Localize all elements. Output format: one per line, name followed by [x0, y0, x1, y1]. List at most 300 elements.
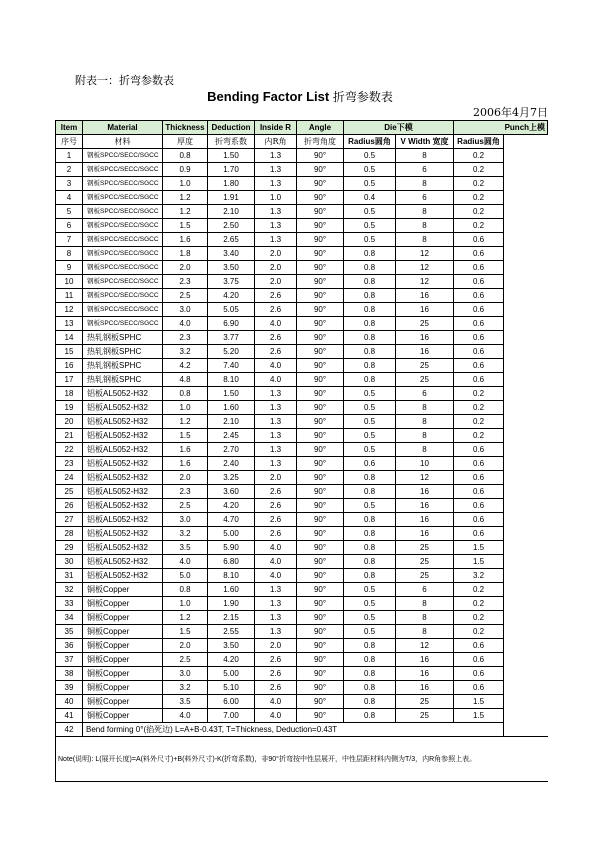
cell-die-radius: 0.8 [344, 541, 396, 555]
cell-deduction: 2.10 [208, 205, 255, 219]
cell-inside-r: 1.3 [255, 219, 297, 233]
cell-die-vwidth: 8 [396, 233, 454, 247]
cell-thickness: 0.8 [163, 583, 208, 597]
cell-punch-radius: 0.6 [454, 457, 504, 471]
cell-angle: 90° [297, 485, 344, 499]
cell-material: 铝板AL5052-H32 [83, 541, 163, 555]
cell-material: 钢板SPCC/SECC/SGCC [83, 205, 163, 219]
cell-material: 铝板AL5052-H32 [83, 415, 163, 429]
cell-empty [504, 219, 548, 233]
cell-die-radius: 0.5 [344, 611, 396, 625]
cell-deduction: 2.45 [208, 429, 255, 443]
cell-die-vwidth: 8 [396, 177, 454, 191]
cell-angle: 90° [297, 457, 344, 471]
cell-thickness: 0.9 [163, 163, 208, 177]
cell-material: 铝板AL5052-H32 [83, 569, 163, 583]
cell-thickness: 1.5 [163, 429, 208, 443]
cell-empty [504, 401, 548, 415]
header-row-en [56, 121, 548, 135]
cell-die-vwidth: 8 [396, 205, 454, 219]
cell-angle: 90° [297, 303, 344, 317]
cell-inside-r: 1.3 [255, 597, 297, 611]
cell-thickness: 2.3 [163, 331, 208, 345]
cell-deduction: 7.40 [208, 359, 255, 373]
cell-punch-radius: 0.6 [454, 247, 504, 261]
cell-material: 铜板Copper [83, 653, 163, 667]
header-deduction-cn: 折弯系数 [208, 135, 255, 149]
cell-deduction: 1.50 [208, 149, 255, 163]
cell-die-vwidth: 8 [396, 149, 454, 163]
cell-die-vwidth: 8 [396, 625, 454, 639]
cell-inside-r: 1.3 [255, 233, 297, 247]
cell-die-vwidth: 8 [396, 415, 454, 429]
cell-item: 11 [56, 289, 83, 303]
cell-item: 21 [56, 429, 83, 443]
table-row [56, 471, 548, 485]
cell-empty [504, 625, 548, 639]
cell-angle: 90° [297, 275, 344, 289]
cell-material: 铜板Copper [83, 695, 163, 709]
cell-die-vwidth: 10 [396, 457, 454, 471]
cell-angle: 90° [297, 415, 344, 429]
cell-die-radius: 0.8 [344, 485, 396, 499]
cell-empty [504, 555, 548, 569]
cell-angle: 90° [297, 401, 344, 415]
cell-item: 41 [56, 709, 83, 723]
cell-material: 钢板SPCC/SECC/SGCC [83, 233, 163, 247]
cell-thickness: 2.5 [163, 653, 208, 667]
cell-empty [504, 681, 548, 695]
table-row [56, 555, 548, 569]
table-row [56, 429, 548, 443]
cell-die-vwidth: 6 [396, 191, 454, 205]
header-angle: Angle [297, 121, 344, 135]
cell-angle: 90° [297, 667, 344, 681]
date-label: 2006年4月7日 [473, 106, 548, 119]
table-row [56, 247, 548, 261]
table-row [56, 485, 548, 499]
cell-die-radius: 0.8 [344, 667, 396, 681]
cell-die-vwidth: 6 [396, 163, 454, 177]
cell-punch-radius: 0.6 [454, 485, 504, 499]
cell-thickness: 1.2 [163, 191, 208, 205]
table-row [56, 317, 548, 331]
table-row [56, 457, 548, 471]
bend-forming-note: Bend forming 0°(掐死边) L=A+B-0.43T, T=Thickness, Deduction=0.43T [83, 723, 504, 737]
cell-empty [504, 709, 548, 723]
table-row [56, 163, 548, 177]
cell-thickness: 4.8 [163, 373, 208, 387]
cell-thickness: 1.5 [163, 625, 208, 639]
cell-material: 铜板Copper [83, 611, 163, 625]
cell-item: 8 [56, 247, 83, 261]
cell-angle: 90° [297, 625, 344, 639]
cell-item: 37 [56, 653, 83, 667]
cell-die-vwidth: 16 [396, 527, 454, 541]
cell-inside-r: 1.3 [255, 415, 297, 429]
cell-item: 29 [56, 541, 83, 555]
cell-material: 热轧钢板SPHC [83, 331, 163, 345]
cell-deduction: 2.70 [208, 443, 255, 457]
table-row [56, 345, 548, 359]
cell-punch-radius: 0.6 [454, 317, 504, 331]
cell-angle: 90° [297, 499, 344, 513]
cell-thickness: 1.6 [163, 443, 208, 457]
cell-item: 24 [56, 471, 83, 485]
cell-item: 25 [56, 485, 83, 499]
cell-die-vwidth: 8 [396, 429, 454, 443]
cell-material: 铝板AL5052-H32 [83, 443, 163, 457]
cell-die-radius: 0.8 [344, 373, 396, 387]
cell-die-radius: 0.8 [344, 527, 396, 541]
cell-empty [504, 569, 548, 583]
cell-deduction: 3.40 [208, 247, 255, 261]
cell-die-radius: 0.5 [344, 429, 396, 443]
cell-die-vwidth: 12 [396, 639, 454, 653]
cell-angle: 90° [297, 387, 344, 401]
cell-die-radius: 0.5 [344, 233, 396, 247]
cell-inside-r: 1.3 [255, 457, 297, 471]
cell-empty [504, 149, 548, 163]
cell-deduction: 3.50 [208, 639, 255, 653]
cell-die-radius: 0.8 [344, 681, 396, 695]
cell-die-radius: 0.5 [344, 499, 396, 513]
cell-punch-radius: 0.2 [454, 219, 504, 233]
cell-deduction: 1.80 [208, 177, 255, 191]
cell-deduction: 4.20 [208, 653, 255, 667]
cell-material: 钢板SPCC/SECC/SGCC [83, 261, 163, 275]
cell-die-radius: 0.8 [344, 513, 396, 527]
cell-inside-r: 2.6 [255, 513, 297, 527]
cell-deduction: 5.20 [208, 345, 255, 359]
cell-inside-r: 2.0 [255, 639, 297, 653]
cell-inside-r: 2.0 [255, 261, 297, 275]
table-row [56, 275, 548, 289]
cell-die-radius: 0.8 [344, 359, 396, 373]
cell-item: 36 [56, 639, 83, 653]
cell-material: 铜板Copper [83, 597, 163, 611]
cell-thickness: 1.2 [163, 415, 208, 429]
cell-die-radius: 0.8 [344, 261, 396, 275]
cell-material: 钢板SPCC/SECC/SGCC [83, 219, 163, 233]
cell-die-radius: 0.8 [344, 289, 396, 303]
cell-punch-radius: 0.2 [454, 611, 504, 625]
cell-die-vwidth: 6 [396, 583, 454, 597]
cell-material: 铝板AL5052-H32 [83, 555, 163, 569]
cell-punch-radius: 0.2 [454, 625, 504, 639]
cell-material: 铝板AL5052-H32 [83, 401, 163, 415]
cell-punch-radius: 0.2 [454, 205, 504, 219]
cell-punch-radius: 3.2 [454, 569, 504, 583]
header-die-vwidth: V Width 宽度 [396, 135, 454, 149]
cell-inside-r: 2.6 [255, 485, 297, 499]
cell-die-radius: 0.5 [344, 443, 396, 457]
cell-die-radius: 0.4 [344, 191, 396, 205]
cell-deduction: 1.60 [208, 401, 255, 415]
cell-angle: 90° [297, 681, 344, 695]
cell-die-radius: 0.8 [344, 569, 396, 583]
cell-angle: 90° [297, 597, 344, 611]
cell-punch-radius: 0.6 [454, 667, 504, 681]
cell-angle: 90° [297, 695, 344, 709]
cell-inside-r: 1.3 [255, 625, 297, 639]
cell-thickness: 1.8 [163, 247, 208, 261]
table-row [56, 625, 548, 639]
cell-inside-r: 2.0 [255, 247, 297, 261]
cell-punch-radius: 0.6 [454, 471, 504, 485]
cell-item: 16 [56, 359, 83, 373]
cell-empty [504, 443, 548, 457]
cell-inside-r: 2.6 [255, 681, 297, 695]
cell-item: 9 [56, 261, 83, 275]
cell-angle: 90° [297, 653, 344, 667]
table-row [56, 219, 548, 233]
cell-angle: 90° [297, 443, 344, 457]
table-row [56, 639, 548, 653]
cell-inside-r: 1.3 [255, 443, 297, 457]
cell-empty [504, 639, 548, 653]
cell-die-radius: 0.6 [344, 457, 396, 471]
cell-die-radius: 0.8 [344, 555, 396, 569]
cell-thickness: 2.3 [163, 485, 208, 499]
cell-empty [504, 611, 548, 625]
cell-deduction: 2.15 [208, 611, 255, 625]
cell-punch-radius: 0.6 [454, 289, 504, 303]
cell-item: 7 [56, 233, 83, 247]
cell-deduction: 6.00 [208, 695, 255, 709]
table-row [56, 597, 548, 611]
cell-deduction: 4.20 [208, 289, 255, 303]
cell-punch-radius: 0.6 [454, 443, 504, 457]
cell-angle: 90° [297, 373, 344, 387]
cell-item: 38 [56, 667, 83, 681]
cell-die-radius: 0.8 [344, 653, 396, 667]
cell-deduction: 2.50 [208, 219, 255, 233]
cell-empty [504, 289, 548, 303]
cell-inside-r: 2.6 [255, 527, 297, 541]
cell-item: 4 [56, 191, 83, 205]
cell-punch-radius: 0.2 [454, 191, 504, 205]
table-row [56, 191, 548, 205]
cell-angle: 90° [297, 611, 344, 625]
cell-die-vwidth: 25 [396, 569, 454, 583]
table-row [56, 177, 548, 191]
cell-deduction: 5.10 [208, 681, 255, 695]
cell-punch-radius: 0.2 [454, 163, 504, 177]
cell-empty [504, 597, 548, 611]
cell-empty [504, 653, 548, 667]
cell-thickness: 2.5 [163, 289, 208, 303]
table-row [56, 569, 548, 583]
cell-angle: 90° [297, 639, 344, 653]
cell-empty [504, 485, 548, 499]
cell-material: 铝板AL5052-H32 [83, 457, 163, 471]
cell-angle: 90° [297, 219, 344, 233]
cell-angle: 90° [297, 247, 344, 261]
cell-inside-r: 1.3 [255, 177, 297, 191]
cell-deduction: 4.20 [208, 499, 255, 513]
cell-item: 6 [56, 219, 83, 233]
cell-thickness: 3.0 [163, 513, 208, 527]
cell-empty [504, 527, 548, 541]
cell-die-vwidth: 12 [396, 247, 454, 261]
cell-punch-radius: 0.6 [454, 639, 504, 653]
cell-deduction: 5.90 [208, 541, 255, 555]
header-die: Die下模 [344, 121, 454, 135]
cell-empty [504, 583, 548, 597]
cell-deduction: 3.75 [208, 275, 255, 289]
cell-die-vwidth: 8 [396, 219, 454, 233]
cell-die-radius: 0.5 [344, 219, 396, 233]
table-row [56, 681, 548, 695]
cell-punch-radius: 0.2 [454, 177, 504, 191]
cell-inside-r: 4.0 [255, 317, 297, 331]
cell-inside-r: 2.0 [255, 275, 297, 289]
cell-item: 15 [56, 345, 83, 359]
cell-material: 铜板Copper [83, 709, 163, 723]
cell-material: 铝板AL5052-H32 [83, 387, 163, 401]
cell-deduction: 1.70 [208, 163, 255, 177]
cell-thickness: 0.8 [163, 149, 208, 163]
cell-item: 12 [56, 303, 83, 317]
cell-angle: 90° [297, 163, 344, 177]
cell-thickness: 3.2 [163, 527, 208, 541]
annex-label: 附表一：折弯参数表 [75, 74, 174, 87]
cell-material: 热轧钢板SPHC [83, 359, 163, 373]
cell-angle: 90° [297, 527, 344, 541]
cell-material: 铜板Copper [83, 639, 163, 653]
cell-deduction: 1.91 [208, 191, 255, 205]
cell-punch-radius: 0.6 [454, 331, 504, 345]
footnote: Note(说明): L(展开长度)=A(料外尺寸)+B(料外尺寸)-K(折弯系数)，非90°折弯按中性层展开，中性层距材料内侧为T/3，内R角参照上表。 [56, 737, 548, 782]
table-row [56, 527, 548, 541]
cell-deduction: 1.90 [208, 597, 255, 611]
cell-die-radius: 0.8 [344, 471, 396, 485]
cell-empty [504, 387, 548, 401]
table-row [56, 583, 548, 597]
cell-thickness: 3.0 [163, 667, 208, 681]
cell-die-vwidth: 25 [396, 373, 454, 387]
cell-die-vwidth: 12 [396, 275, 454, 289]
cell-inside-r: 1.3 [255, 583, 297, 597]
cell-thickness: 3.0 [163, 303, 208, 317]
cell-punch-radius: 0.6 [454, 373, 504, 387]
cell-die-vwidth: 16 [396, 345, 454, 359]
cell-die-vwidth: 25 [396, 359, 454, 373]
cell-material: 钢板SPCC/SECC/SGCC [83, 247, 163, 261]
cell-deduction: 3.25 [208, 471, 255, 485]
cell-item: 26 [56, 499, 83, 513]
table-row [56, 667, 548, 681]
cell-punch-radius: 1.5 [454, 555, 504, 569]
cell-thickness: 1.6 [163, 457, 208, 471]
note-row [56, 737, 548, 782]
cell-item: 33 [56, 597, 83, 611]
cell-die-vwidth: 12 [396, 261, 454, 275]
cell-inside-r: 2.0 [255, 471, 297, 485]
cell-material: 铝板AL5052-H32 [83, 429, 163, 443]
cell-inside-r: 1.3 [255, 611, 297, 625]
cell-die-radius: 0.5 [344, 401, 396, 415]
cell-inside-r: 1.3 [255, 163, 297, 177]
cell-thickness: 1.0 [163, 177, 208, 191]
cell-empty [504, 471, 548, 485]
cell-punch-radius: 0.6 [454, 261, 504, 275]
cell-punch-radius: 0.6 [454, 345, 504, 359]
cell-inside-r: 2.6 [255, 345, 297, 359]
cell-material: 铝板AL5052-H32 [83, 527, 163, 541]
cell-empty [504, 723, 548, 737]
bending-factor-table [55, 120, 548, 782]
cell-punch-radius: 0.6 [454, 653, 504, 667]
table-row [56, 653, 548, 667]
cell-deduction: 8.10 [208, 569, 255, 583]
cell-item: 13 [56, 317, 83, 331]
cell-empty [504, 345, 548, 359]
cell-die-radius: 0.5 [344, 149, 396, 163]
cell-die-vwidth: 16 [396, 485, 454, 499]
cell-angle: 90° [297, 569, 344, 583]
cell-material: 铝板AL5052-H32 [83, 513, 163, 527]
cell-item: 39 [56, 681, 83, 695]
cell-punch-radius: 1.5 [454, 709, 504, 723]
cell-angle: 90° [297, 513, 344, 527]
cell-punch-radius: 0.2 [454, 387, 504, 401]
header-item: Item [56, 121, 83, 135]
cell-die-radius: 0.5 [344, 415, 396, 429]
table-row [56, 541, 548, 555]
cell-material: 铝板AL5052-H32 [83, 485, 163, 499]
cell-die-vwidth: 16 [396, 289, 454, 303]
cell-deduction: 1.60 [208, 583, 255, 597]
cell-angle: 90° [297, 541, 344, 555]
header-die-radius: Radius圆角 [344, 135, 396, 149]
header-thickness: Thickness [163, 121, 208, 135]
cell-thickness: 3.2 [163, 345, 208, 359]
cell-empty [504, 317, 548, 331]
table-row [56, 695, 548, 709]
cell-thickness: 0.8 [163, 387, 208, 401]
cell-punch-radius: 0.2 [454, 583, 504, 597]
cell-thickness: 1.0 [163, 597, 208, 611]
cell-deduction: 2.55 [208, 625, 255, 639]
page-title [0, 88, 600, 105]
cell-empty [504, 233, 548, 247]
cell-item: 2 [56, 163, 83, 177]
cell-deduction: 7.00 [208, 709, 255, 723]
cell-punch-radius: 0.6 [454, 303, 504, 317]
cell-inside-r: 1.0 [255, 191, 297, 205]
cell-angle: 90° [297, 149, 344, 163]
cell-die-vwidth: 12 [396, 471, 454, 485]
cell-angle: 90° [297, 317, 344, 331]
cell-die-vwidth: 25 [396, 555, 454, 569]
cell-die-vwidth: 25 [396, 317, 454, 331]
cell-deduction: 3.77 [208, 331, 255, 345]
cell-die-vwidth: 16 [396, 331, 454, 345]
table-row [56, 303, 548, 317]
cell-thickness: 1.5 [163, 219, 208, 233]
cell-item: 30 [56, 555, 83, 569]
cell-punch-radius: 0.6 [454, 359, 504, 373]
cell-material: 钢板SPCC/SECC/SGCC [83, 191, 163, 205]
cell-material: 热轧钢板SPHC [83, 345, 163, 359]
cell-die-radius: 0.8 [344, 303, 396, 317]
cell-punch-radius: 0.6 [454, 513, 504, 527]
cell-item: 1 [56, 149, 83, 163]
cell-angle: 90° [297, 345, 344, 359]
cell-inside-r: 1.3 [255, 429, 297, 443]
